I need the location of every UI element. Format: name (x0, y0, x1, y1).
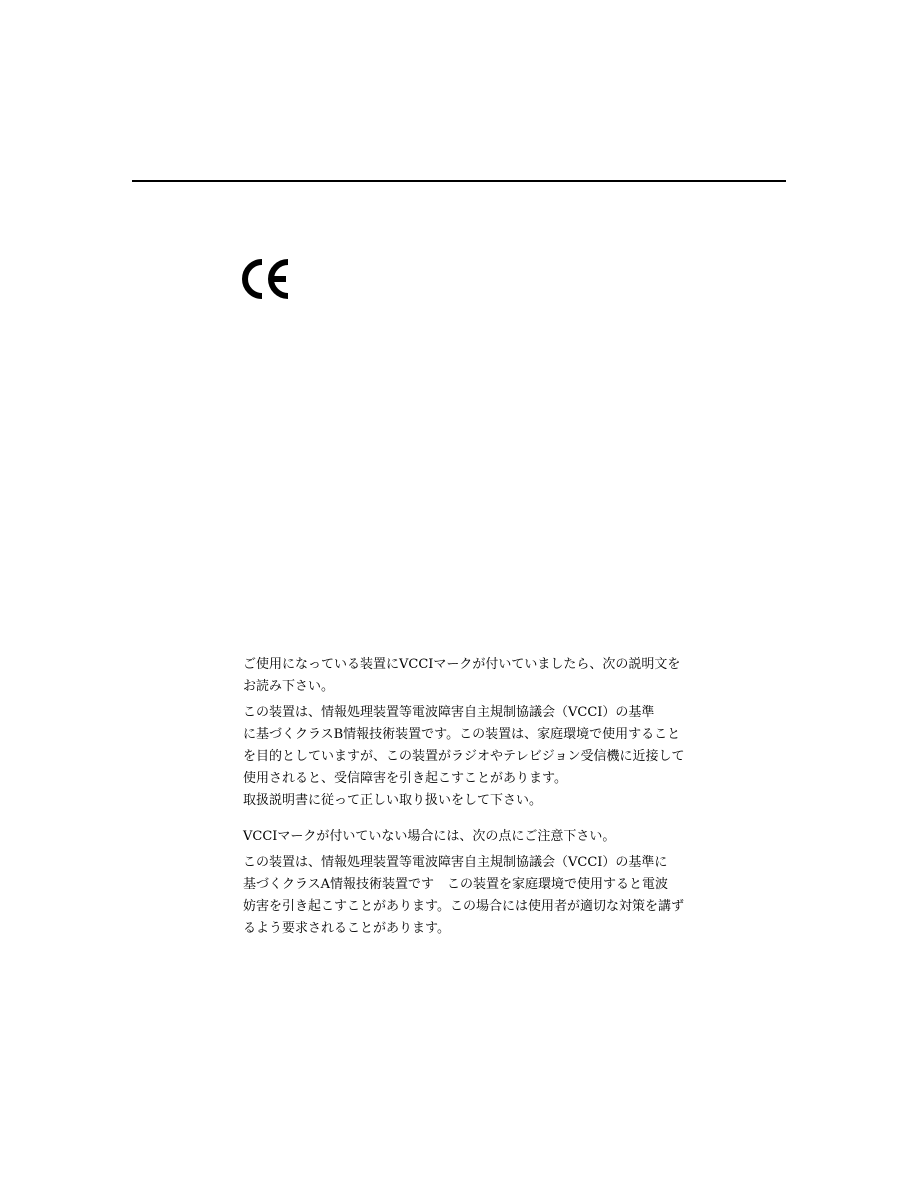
class-a-line: るよう要求されることがあります。 (243, 921, 450, 936)
class-b-line: この装置は、情報処理装置等電波障害自主規制協議会（VCCI）の基準 (243, 705, 655, 720)
class-a-line: 基づくクラスA情報技術装置です この装置を家庭環境で使用すると電波 (243, 877, 668, 892)
class-b-line: を目的としていますが、この装置がラジオやテレビジョン受信機に近接して (243, 749, 685, 764)
vcci-intro-line: お読み下さい。 (243, 679, 335, 694)
class-a-line: 妨害を引き起こすことがあります。この場合には使用者が適切な対策を講ず (243, 899, 684, 914)
vcci-intro-line: ご使用になっている装置にVCCIマークが付いていましたら、次の説明文を (243, 657, 681, 672)
class-b-line: に基づくクラスB情報技術装置です。この装置は、家庭環境で使用すること (243, 727, 681, 742)
class-b-line: 使用されると、受信障害を引き起こすことがあります。 (243, 771, 567, 786)
top-divider (132, 180, 786, 182)
class-a-line: この装置は、情報処理装置等電波障害自主規制協議会（VCCI）の基準に (243, 855, 668, 870)
vcci-notice (243, 654, 713, 940)
class-b-line: 取扱説明書に従って正しい取り扱いをして下さい。 (243, 793, 543, 808)
no-mark-intro-line: VCCIマークが付いていない場合には、次の点にご注意下さい。 (243, 829, 616, 844)
ce-mark-icon (240, 258, 290, 300)
